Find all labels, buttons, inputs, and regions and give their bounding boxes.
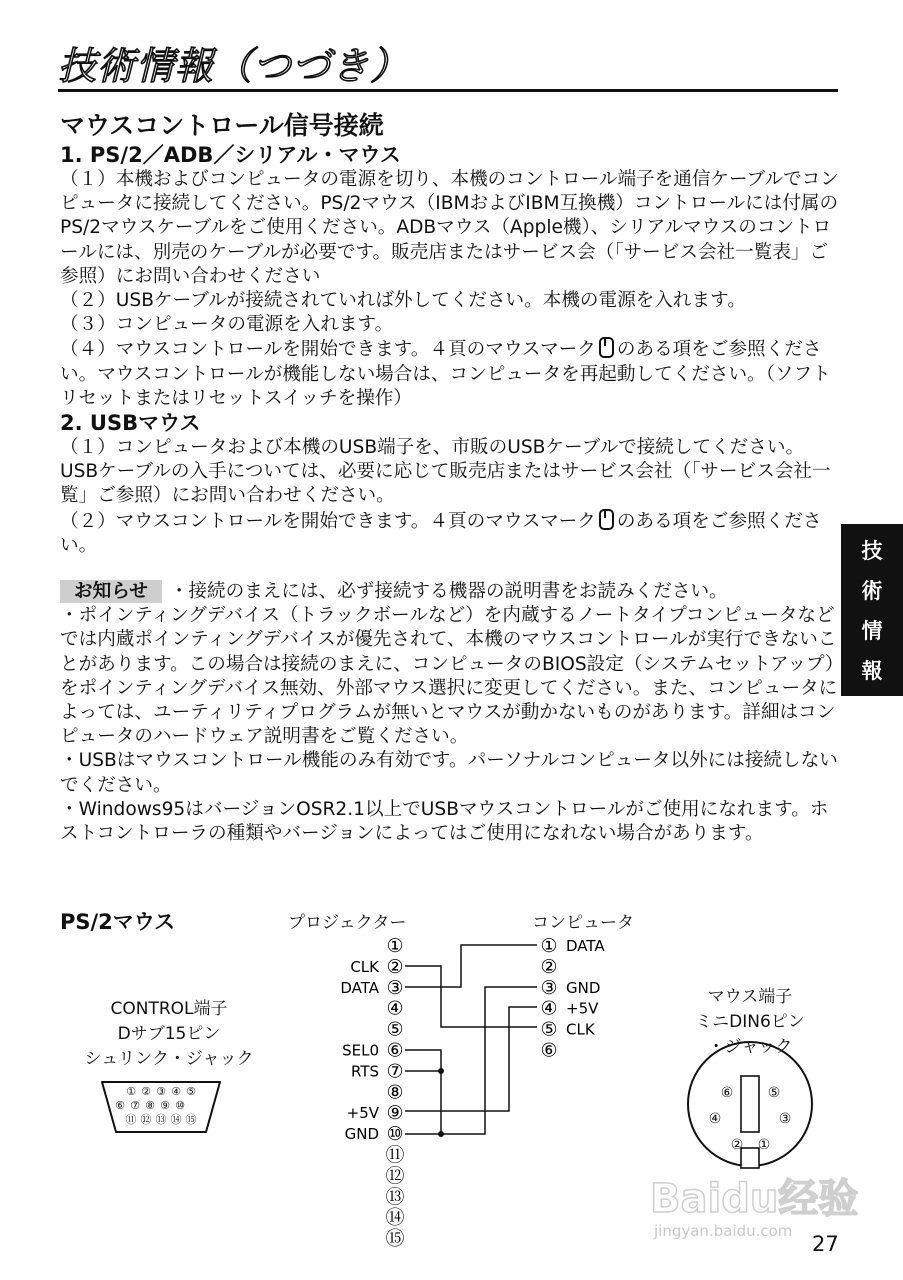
din-pin: ②	[730, 1137, 744, 1153]
note-1-text: ・接続のまえには、必ず接続する機器の説明書をお読みください。	[169, 581, 728, 603]
dsub-pin: ⑦	[130, 1099, 140, 1112]
note-2: ・ポインティングデバイス（トラックボールなど）を内蔵するノートタイプコンピュータなどでは内蔵ポインティングデバイスが優先されて、本機のマウスコントロールが実行できないことがあります。この場合は接続のまえに、コンピュータのBIOS設定（システムセットアップ）をポインティングデバイス無効、外部マウス選択に変更してください。また、コンピュータによっては、ユーティリティプログラムが無いとマウスが動かないものがあります。詳細はコンピュータのハードウェア説明書をご覧ください。	[60, 605, 838, 748]
wire-sel0	[405, 1050, 441, 1134]
usb-step-2-a: （２）マウスコントロールを開始できます。４頁のマウスマーク	[60, 510, 596, 532]
mouse-label-line: マウス端子	[707, 987, 793, 1007]
projector-pin: ⑨	[386, 1102, 404, 1125]
dsub-pin: ⑧	[145, 1099, 155, 1112]
dsub-pin: ⑨	[160, 1099, 170, 1112]
page-number: 27	[812, 1232, 839, 1256]
ps2-step-4-a: （４）マウスコントロールを開始できます。４頁のマウスマーク	[60, 339, 596, 361]
dsub-pin: ⑭	[170, 1113, 182, 1126]
projector-pin-signal: GND	[344, 1125, 379, 1144]
note-4: ・Windows95はバージョンOSR2.1以上でUSBマウスコントロールがご使用になれます。ホストコントローラの種類やバージョンによってはご使用になれない場合があります。	[60, 798, 829, 845]
wire-5v	[405, 1007, 537, 1111]
projector-pin: ⑦	[386, 1060, 404, 1083]
projector-pin: ④	[386, 997, 404, 1020]
din-pin: ⑥	[720, 1085, 734, 1101]
side-tab-char: 情	[861, 619, 883, 643]
baidu-watermark	[640, 1168, 860, 1242]
wires	[405, 945, 537, 1134]
projector-pin: ⑬	[385, 1185, 405, 1208]
computer-pin: ⑥	[540, 1039, 558, 1062]
dsub-pin: ⑥	[115, 1099, 125, 1112]
din-pin: ④	[708, 1111, 722, 1127]
side-tab-char: 術	[861, 579, 883, 603]
computer-pin: ②	[540, 955, 558, 978]
computer-pin-signal: DATA	[566, 937, 605, 955]
projector-pin: ⑤	[386, 1018, 404, 1041]
projector-pin-signal: CLK	[350, 957, 379, 976]
wire-clk	[405, 966, 537, 1027]
dsub-pin: ⑩	[175, 1099, 185, 1112]
ps2-step-2: （２）USBケーブルが接続されていれば外してください。本機の電源を入れます。	[60, 290, 746, 312]
usb-step-2-b: のある項をご参照ください。	[60, 510, 822, 556]
computer-pin: ③	[540, 976, 558, 999]
mini-din6-connector	[688, 1042, 812, 1168]
projector-pin: ①	[386, 935, 404, 957]
dsub-pin: ①	[126, 1085, 136, 1098]
din-pin: ⑤	[767, 1085, 781, 1101]
projector-pin: ②	[386, 955, 404, 978]
projector-pin: ⑩	[386, 1123, 404, 1146]
dsub-pin: ⑤	[186, 1085, 196, 1098]
computer-pin-signal: CLK	[566, 1020, 595, 1039]
diagram-title: PS/2マウス	[60, 910, 176, 934]
computer-pin: ⑤	[540, 1018, 558, 1041]
projector-pin: ⑥	[386, 1039, 404, 1062]
ps2-heading: 1. PS/2／ADB／シリアル・マウス	[60, 143, 401, 167]
projector-pin: ⑧	[386, 1081, 404, 1104]
projector-pin-signal: +5V	[346, 1104, 379, 1123]
svg-text:Baidu经验: Baidu经验	[650, 1176, 859, 1222]
projector-pin-signal: DATA	[340, 978, 379, 997]
projector-pin: ③	[386, 976, 404, 999]
computer-pin-signal: +5V	[566, 999, 599, 1018]
page-title: 技術情報（つづき）	[58, 44, 410, 88]
control-label-line: Dサブ15ピン	[117, 1024, 221, 1044]
dsub-pin: ⑫	[140, 1113, 152, 1126]
computer-pin-signal: GND	[566, 978, 601, 997]
computer-pin: ①	[540, 935, 558, 957]
svg-text:jingyan.baidu.com: jingyan.baidu.com	[654, 1222, 793, 1240]
usb-step-1: （１）コンピュータおよび本機のUSB端子を、市販のUSBケーブルで接続してください。USBケーブルの入手については、必要に応じて販売店またはサービス会社（「サービス会社一覧」ご参照）にお問い合わせください。	[60, 437, 831, 507]
projector-pin-signal: RTS	[350, 1062, 379, 1081]
ps2-step-3: （３）コンピュータの電源を入れます。	[60, 314, 394, 336]
dsub-pin: ③	[156, 1085, 166, 1098]
projector-pin-signal: SEL0	[342, 1041, 379, 1060]
ps2-step-1: （１）本機およびコンピュータの電源を切り、本機のコントロール端子を通信ケーブルでコンピュータに接続してください。PS/2マウス（IBMおよびIBM互換機）コントロールには付属のPS/2マウスケーブルをご使用ください。ADBマウス（Apple機）、シリアルマウスのコントロールには、別売のケーブルが必要です。販売店またはサービス会（「サービス会社一覧表」ご参照）にお問い合わせください	[60, 169, 839, 287]
section-title: マウスコントロール信号接続	[60, 111, 384, 140]
control-label-line: シュリンク・ジャック	[84, 1049, 254, 1069]
din-pin: ①	[757, 1137, 771, 1153]
dsub-pin: ④	[171, 1085, 181, 1098]
side-tab-char: 報	[861, 659, 883, 683]
dsub-pin: ⑪	[125, 1113, 137, 1126]
dsub-pin: ⑮	[185, 1113, 197, 1126]
projector-pin: ⑪	[385, 1144, 405, 1166]
projector-pin: ⑮	[385, 1227, 405, 1250]
projector-label: プロジェクター	[288, 913, 407, 933]
projector-pin: ⑭	[385, 1206, 405, 1229]
dsub-pin: ②	[141, 1085, 151, 1098]
note-tag: お知らせ	[60, 580, 162, 603]
usb-heading: 2. USBマウス	[60, 411, 201, 436]
mouse-label-line: ・ジャック	[707, 1037, 793, 1057]
control-label-line: CONTROL端子	[110, 999, 228, 1019]
projector-pin: ⑫	[385, 1164, 405, 1187]
dsub-pin: ⑬	[155, 1113, 167, 1126]
din-pin: ③	[778, 1111, 792, 1127]
side-tab-char: 技	[861, 539, 883, 563]
note-3: ・USBはマウスコントロール機能のみ有効です。パーソナルコンピュータ以外には接続しないでください。	[60, 750, 838, 796]
wire-gnd	[405, 987, 537, 1134]
ps2-step-4-b: のある項をご参照ください。マウスコントロールが機能しない場合は、コンピュータを再起動してください。（ソフトリセットまたはリセットスイッチを操作）	[60, 339, 831, 409]
computer-pin: ④	[540, 997, 558, 1020]
computer-label: コンピュータ	[532, 913, 634, 933]
mouse-label-line: ミニDIN6ピン	[695, 1012, 805, 1032]
